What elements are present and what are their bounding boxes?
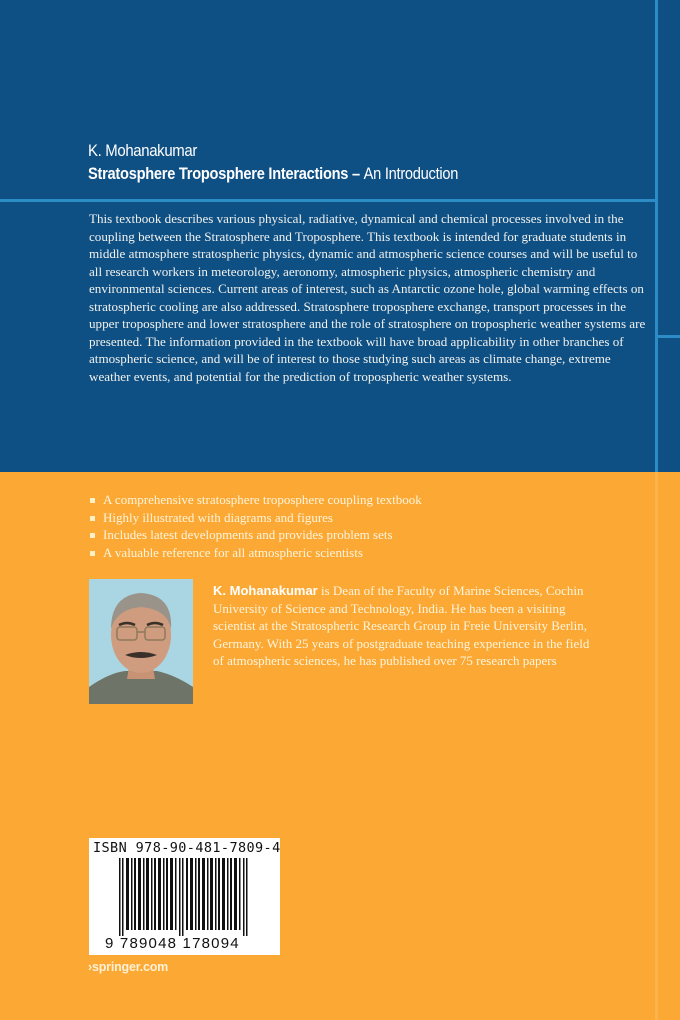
publisher-link[interactable]: ›springer.com [88,960,169,974]
bio-author-name: K. Mohanakumar [213,583,318,598]
highlight-text: A valuable reference for all atmospheric scientists [103,544,363,560]
title-separator: – [348,164,364,183]
vertical-divider-line [655,0,658,472]
isbn-barcode [89,838,280,955]
highlight-item [89,544,422,562]
author-photo [89,579,193,704]
author-bio [213,582,603,670]
book-subtitle: An Introduction [363,164,459,183]
horizontal-divider-line [0,199,656,202]
square-bullet-icon [90,551,95,556]
vertical-divider-line-lower [655,472,658,1020]
square-bullet-icon [90,533,95,538]
highlight-text: A comprehensive stratosphere troposphere coupling textbook [103,492,422,507]
highlights-list [89,491,422,561]
book-title-main: Stratosphere Troposphere Interactions [88,164,349,183]
author-portrait-icon [89,579,193,704]
isbn-label: ISBN 978-90-481-7809-4 [93,840,281,856]
book-description: This textbook describes various physical, radiative, dynamical and chemical processes involved in the coupling between the Stratosphere and Troposphere. This textbook is intended for graduate students in middle atmosphere stratospheric physics, dynamic and atmospheric science courses and will be useful to all research workers in meteorology, aeronomy, atmospheric physics, atmospheric chemistry and environmental sciences. Current areas of interest, such as Antarctic ozone hole, global warming effects on stratospheric cooling are also addressed. Stratosphere troposphere exchange, transport processes in the upper troposphere and lower stratosphere and the role of stratosphere on tropospheric weather systems are presented. The information provided in the textbook will have broad applicability in other branches of atmospheric science, and will be of interest to those studying such areas as climate change, extreme weather events, and potential for the prediction of tropospheric weather systems. [89,211,646,384]
highlight-item [89,491,422,509]
highlight-item [89,526,422,544]
horizontal-divider-line-right [658,335,680,338]
book-author: K. Mohanakumar [88,141,197,160]
square-bullet-icon [90,498,95,503]
ean-digits: 9 789048 178094 [105,935,240,952]
square-bullet-icon [90,516,95,521]
highlight-text: Highly illustrated with diagrams and figures [103,509,333,525]
highlight-text: Includes latest developments and provides problem sets [103,527,393,542]
highlight-item [89,509,422,527]
bio-text: is Dean of the Faculty of Marine Sciences, Cochin University of Science and Technology, India. He has been a visiting scientist at the Stratospheric Research Group in Freie University Berlin, Germany. With 25 years of postgraduate teaching experience in the field of atmospheric sciences, he has published over 75 research papers [213,583,590,668]
barcode-bars-icon [119,858,251,936]
book-title [88,164,458,184]
